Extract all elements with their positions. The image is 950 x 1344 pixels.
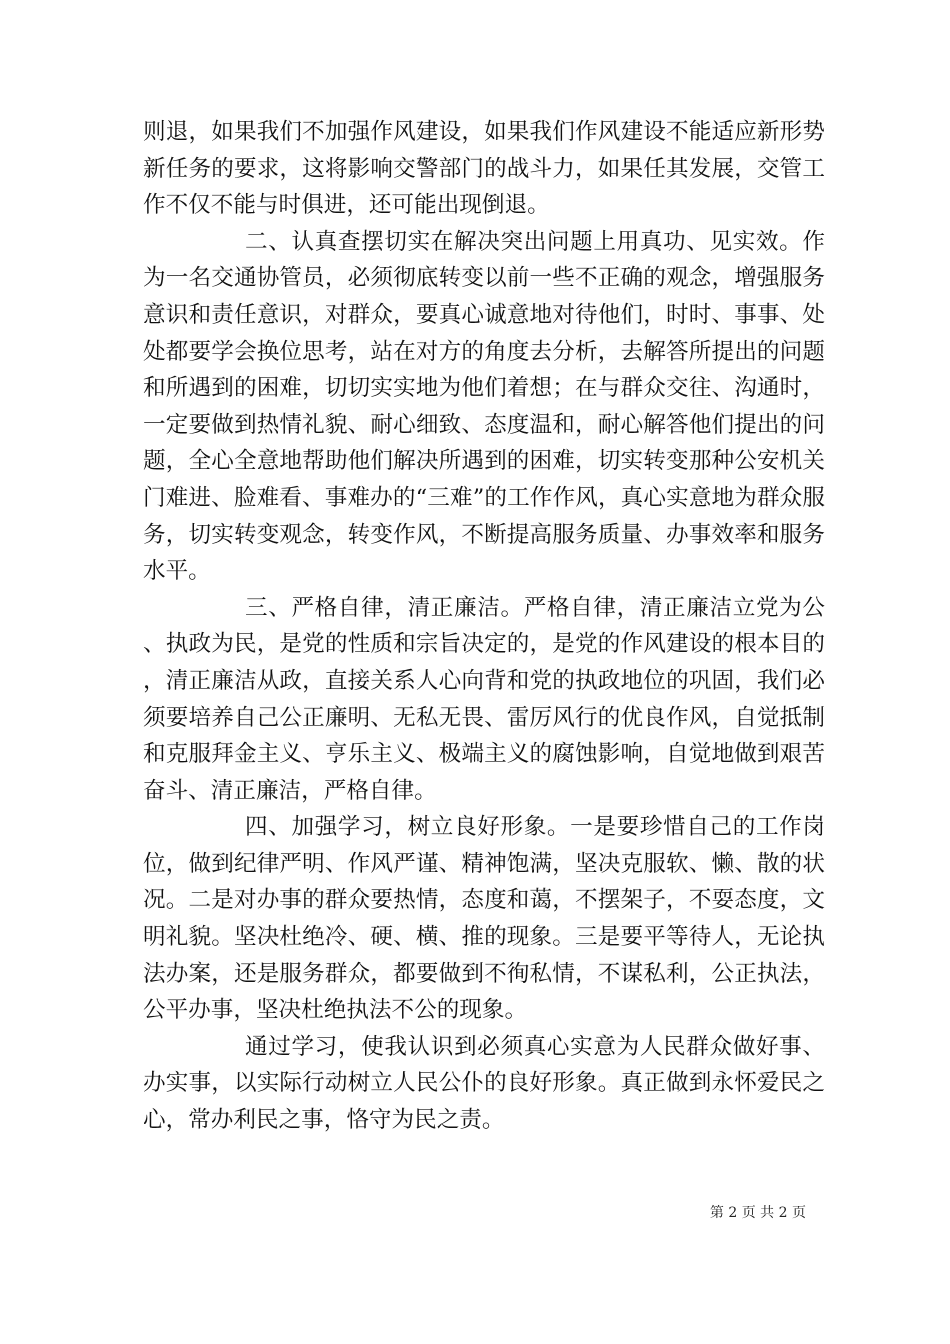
paragraph-section-four: 四、加强学习，树立良好形象。一是要珍惜自己的工作岗位，做到纪律严明、作风严谨、精神饱满，坚决克服软、懒、散的状况。二是对办事的群众要热情，态度和蔼，不摆架子，不耍态度，文明礼貌。坚决杜绝冷、硬、横、推的现象。三是要平等待人，无论执法办案，还是服务群众，都要做到不徇私情，不谋私利，公正执法，公平办事，坚决杜绝执法不公的现象。 [143,814,825,1024]
paragraph-section-three: 三、严格自律，清正廉洁。严格自律，清正廉洁立党为公、执政为民，是党的性质和宗旨决定的，是党的作风建设的根本目的，清正廉洁从政，直接关系人心向背和党的执政地位的巩固，我们必须要培养自己公正廉明、无私无畏、雷厉风行的优良作风，自觉抵制和克服拜金主义、亨乐主义、极端主义的腐蚀影响，自觉地做到艰苦奋斗、清正廉洁，严格自律。 [143,594,825,804]
paragraph-section-two: 二、认真查摆切实在解决突出问题上用真功、见实效。作为一名交通协管员，必须彻底转变以前一些不正确的观念，增强服务意识和责任意识，对群众，要真心诚意地对待他们，时时、事事、处处都要学会换位思考，站在对方的角度去分析，去解答所提出的问题和所遇到的困难，切切实实地为他们着想；在与群众交往、沟通时，一定要做到热情礼貌、耐心细致、态度温和，耐心解答他们提出的问题，全心全意地帮助他们解决所遇到的困难，切实转变那种公安机关门难进、脸难看、事难办的“三难”的工作作风，真心实意地为群众服务，切实转变观念，转变作风，不断提高服务质量、办事效率和服务水平。 [143,228,825,585]
page-number-footer: 第 2 页 共 2 页 [709,1205,806,1221]
document-body [143,114,825,1139]
paragraph-continuation: 则退，如果我们不加强作风建设，如果我们作风建设不能适应新形势新任务的要求，这将影响交警部门的战斗力，如果任其发展，交管工作不仅不能与时俱进，还可能出现倒退。 [143,119,825,219]
paragraph-conclusion: 通过学习，使我认识到必须真心实意为人民群众做好事、办实事，以实际行动树立人民公仆的良好形象。真正做到永怀爱民之心，常办利民之事，恪守为民之责。 [143,1033,825,1134]
